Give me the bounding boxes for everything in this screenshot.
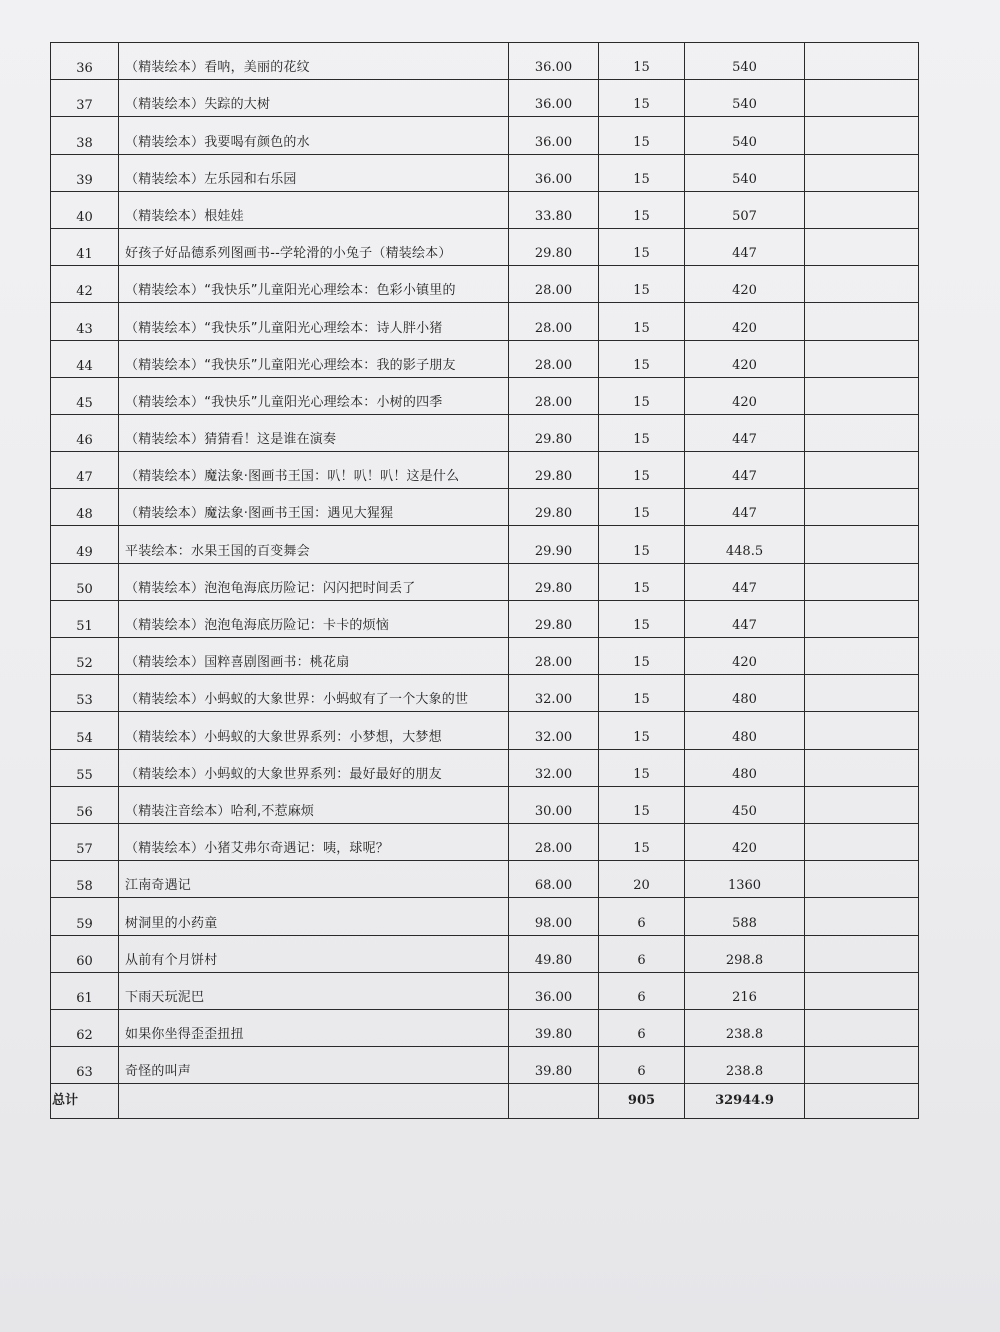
remarks-cell: [805, 43, 919, 80]
amount: 216: [685, 972, 805, 1009]
remarks-cell: [805, 1009, 919, 1046]
unit-price: 39.80: [509, 1009, 599, 1046]
table-row: [51, 191, 919, 228]
unit-price: 28.00: [509, 303, 599, 340]
amount: 507: [685, 191, 805, 228]
unit-price: 28.00: [509, 638, 599, 675]
table-row: [51, 377, 919, 414]
amount: 588: [685, 898, 805, 935]
quantity: 15: [599, 266, 685, 303]
remarks-cell: [805, 117, 919, 154]
table-row: [51, 563, 919, 600]
remarks-cell: [805, 935, 919, 972]
remarks-cell: [805, 526, 919, 563]
unit-price: 29.80: [509, 228, 599, 265]
amount: 298.8: [685, 935, 805, 972]
remarks-cell: [805, 80, 919, 117]
row-number: 50: [51, 563, 119, 600]
quantity: 15: [599, 823, 685, 860]
amount: 447: [685, 228, 805, 265]
row-number: 55: [51, 749, 119, 786]
row-number: 59: [51, 898, 119, 935]
quantity: 15: [599, 340, 685, 377]
unit-price: 28.00: [509, 266, 599, 303]
book-title: （精装绘本）泡泡龟海底历险记：卡卡的烦恼: [119, 600, 509, 637]
quantity: 6: [599, 972, 685, 1009]
quantity: 15: [599, 563, 685, 600]
unit-price: 28.00: [509, 823, 599, 860]
total-remarks-empty: [805, 1084, 919, 1119]
unit-price: 36.00: [509, 80, 599, 117]
table-row: [51, 303, 919, 340]
row-number: 56: [51, 786, 119, 823]
quantity: 15: [599, 303, 685, 340]
table-row: [51, 452, 919, 489]
unit-price: 98.00: [509, 898, 599, 935]
quantity: 15: [599, 154, 685, 191]
row-number: 49: [51, 526, 119, 563]
quantity: 6: [599, 898, 685, 935]
row-number: 61: [51, 972, 119, 1009]
remarks-cell: [805, 786, 919, 823]
remarks-cell: [805, 377, 919, 414]
total-label: 总计: [51, 1084, 119, 1119]
book-title: （精装绘本）小蚂蚁的大象世界系列：小梦想，大梦想: [119, 712, 509, 749]
row-number: 38: [51, 117, 119, 154]
remarks-cell: [805, 452, 919, 489]
book-title: 奇怪的叫声: [119, 1047, 509, 1084]
remarks-cell: [805, 340, 919, 377]
book-title: 如果你坐得歪歪扭扭: [119, 1009, 509, 1046]
book-title: （精装绘本）魔法象·图画书王国：叭！叭！叭！这是什么: [119, 452, 509, 489]
total-title-empty: [119, 1084, 509, 1119]
quantity: 15: [599, 117, 685, 154]
amount: 420: [685, 303, 805, 340]
unit-price: 30.00: [509, 786, 599, 823]
amount: 420: [685, 377, 805, 414]
unit-price: 49.80: [509, 935, 599, 972]
row-number: 43: [51, 303, 119, 340]
amount: 238.8: [685, 1009, 805, 1046]
book-title: （精装绘本）泡泡龟海底历险记：闪闪把时间丢了: [119, 563, 509, 600]
quantity: 15: [599, 712, 685, 749]
row-number: 63: [51, 1047, 119, 1084]
total-quantity: 905: [599, 1084, 685, 1119]
remarks-cell: [805, 638, 919, 675]
remarks-cell: [805, 1047, 919, 1084]
book-title: （精装绘本）看呐，美丽的花纹: [119, 43, 509, 80]
book-title: 树洞里的小药童: [119, 898, 509, 935]
table-row: [51, 117, 919, 154]
quantity: 15: [599, 526, 685, 563]
table-row: [51, 1047, 919, 1084]
remarks-cell: [805, 489, 919, 526]
unit-price: 68.00: [509, 861, 599, 898]
book-title: （精装注音绘本）哈利,不惹麻烦: [119, 786, 509, 823]
quantity: 15: [599, 191, 685, 228]
amount: 447: [685, 600, 805, 637]
table-row: [51, 972, 919, 1009]
row-number: 44: [51, 340, 119, 377]
table-row: [51, 414, 919, 451]
quantity: 15: [599, 600, 685, 637]
table-row: [51, 935, 919, 972]
remarks-cell: [805, 303, 919, 340]
amount: 420: [685, 266, 805, 303]
unit-price: 32.00: [509, 749, 599, 786]
book-title: 下雨天玩泥巴: [119, 972, 509, 1009]
table-row: [51, 749, 919, 786]
amount: 447: [685, 563, 805, 600]
book-title: （精装绘本）小蚂蚁的大象世界系列：最好最好的朋友: [119, 749, 509, 786]
amount: 1360: [685, 861, 805, 898]
unit-price: 29.80: [509, 452, 599, 489]
remarks-cell: [805, 898, 919, 935]
book-title: 江南奇遇记: [119, 861, 509, 898]
row-number: 48: [51, 489, 119, 526]
book-title: （精装绘本）“我快乐”儿童阳光心理绘本：小树的四季: [119, 377, 509, 414]
unit-price: 29.80: [509, 600, 599, 637]
book-title: （精装绘本）“我快乐”儿童阳光心理绘本：我的影子朋友: [119, 340, 509, 377]
total-row: [51, 1084, 919, 1119]
amount: 480: [685, 675, 805, 712]
quantity: 15: [599, 489, 685, 526]
row-number: 60: [51, 935, 119, 972]
table-row: [51, 823, 919, 860]
quantity: 15: [599, 414, 685, 451]
table-row: [51, 861, 919, 898]
table-body: [51, 43, 919, 1119]
unit-price: 36.00: [509, 117, 599, 154]
amount: 420: [685, 823, 805, 860]
row-number: 46: [51, 414, 119, 451]
quantity: 15: [599, 43, 685, 80]
quantity: 6: [599, 1047, 685, 1084]
total-amount: 32944.9: [685, 1084, 805, 1119]
book-title: （精装绘本）国粹喜剧图画书：桃花扇: [119, 638, 509, 675]
row-number: 57: [51, 823, 119, 860]
unit-price: 29.90: [509, 526, 599, 563]
unit-price: 32.00: [509, 675, 599, 712]
remarks-cell: [805, 414, 919, 451]
row-number: 39: [51, 154, 119, 191]
remarks-cell: [805, 266, 919, 303]
book-title: （精装绘本）“我快乐”儿童阳光心理绘本：诗人胖小猪: [119, 303, 509, 340]
row-number: 36: [51, 43, 119, 80]
quantity: 15: [599, 228, 685, 265]
row-number: 52: [51, 638, 119, 675]
amount: 540: [685, 154, 805, 191]
row-number: 37: [51, 80, 119, 117]
book-title: （精装绘本）左乐园和右乐园: [119, 154, 509, 191]
remarks-cell: [805, 823, 919, 860]
unit-price: 32.00: [509, 712, 599, 749]
table-row: [51, 712, 919, 749]
remarks-cell: [805, 712, 919, 749]
book-title: （精装绘本）小猪艾弗尔奇遇记：咦，球呢？: [119, 823, 509, 860]
table-row: [51, 786, 919, 823]
book-title: （精装绘本）小蚂蚁的大象世界：小蚂蚁有了一个大象的世: [119, 675, 509, 712]
book-title: （精装绘本）失踪的大树: [119, 80, 509, 117]
quantity: 15: [599, 675, 685, 712]
row-number: 54: [51, 712, 119, 749]
amount: 420: [685, 638, 805, 675]
amount: 448.5: [685, 526, 805, 563]
table-row: [51, 340, 919, 377]
remarks-cell: [805, 191, 919, 228]
unit-price: 36.00: [509, 154, 599, 191]
unit-price: 33.80: [509, 191, 599, 228]
table-row: [51, 638, 919, 675]
remarks-cell: [805, 154, 919, 191]
remarks-cell: [805, 972, 919, 1009]
table-row: [51, 489, 919, 526]
quantity: 15: [599, 80, 685, 117]
quantity: 15: [599, 377, 685, 414]
quantity: 15: [599, 749, 685, 786]
row-number: 53: [51, 675, 119, 712]
quantity: 15: [599, 786, 685, 823]
book-title: 好孩子好品德系列图画书--学轮滑的小兔子（精装绘本）: [119, 228, 509, 265]
amount: 540: [685, 43, 805, 80]
row-number: 40: [51, 191, 119, 228]
remarks-cell: [805, 749, 919, 786]
amount: 480: [685, 749, 805, 786]
row-number: 51: [51, 600, 119, 637]
row-number: 41: [51, 228, 119, 265]
row-number: 62: [51, 1009, 119, 1046]
quantity: 6: [599, 935, 685, 972]
table-row: [51, 266, 919, 303]
table-row: [51, 43, 919, 80]
book-title: （精装绘本）猜猜看！这是谁在演奏: [119, 414, 509, 451]
remarks-cell: [805, 600, 919, 637]
row-number: 58: [51, 861, 119, 898]
unit-price: 29.80: [509, 563, 599, 600]
amount: 450: [685, 786, 805, 823]
table-row: [51, 600, 919, 637]
book-title: （精装绘本）“我快乐”儿童阳光心理绘本：色彩小镇里的: [119, 266, 509, 303]
row-number: 47: [51, 452, 119, 489]
amount: 420: [685, 340, 805, 377]
remarks-cell: [805, 675, 919, 712]
book-list-table: [50, 42, 919, 1119]
table-row: [51, 898, 919, 935]
book-title: （精装绘本）我要喝有颜色的水: [119, 117, 509, 154]
table-row: [51, 154, 919, 191]
quantity: 20: [599, 861, 685, 898]
amount: 447: [685, 414, 805, 451]
table-row: [51, 526, 919, 563]
remarks-cell: [805, 563, 919, 600]
amount: 540: [685, 80, 805, 117]
book-title: （精装绘本）根娃娃: [119, 191, 509, 228]
unit-price: 36.00: [509, 972, 599, 1009]
table-row: [51, 228, 919, 265]
table-row: [51, 1009, 919, 1046]
quantity: 6: [599, 1009, 685, 1046]
unit-price: 39.80: [509, 1047, 599, 1084]
table-row: [51, 675, 919, 712]
amount: 447: [685, 489, 805, 526]
total-price-empty: [509, 1084, 599, 1119]
amount: 540: [685, 117, 805, 154]
book-title: （精装绘本）魔法象·图画书王国：遇见大猩猩: [119, 489, 509, 526]
amount: 238.8: [685, 1047, 805, 1084]
remarks-cell: [805, 228, 919, 265]
unit-price: 28.00: [509, 340, 599, 377]
remarks-cell: [805, 861, 919, 898]
amount: 480: [685, 712, 805, 749]
unit-price: 29.80: [509, 414, 599, 451]
quantity: 15: [599, 638, 685, 675]
book-title: 从前有个月饼村: [119, 935, 509, 972]
unit-price: 29.80: [509, 489, 599, 526]
amount: 447: [685, 452, 805, 489]
row-number: 45: [51, 377, 119, 414]
unit-price: 28.00: [509, 377, 599, 414]
book-title: 平装绘本：水果王国的百变舞会: [119, 526, 509, 563]
row-number: 42: [51, 266, 119, 303]
table-row: [51, 80, 919, 117]
unit-price: 36.00: [509, 43, 599, 80]
quantity: 15: [599, 452, 685, 489]
